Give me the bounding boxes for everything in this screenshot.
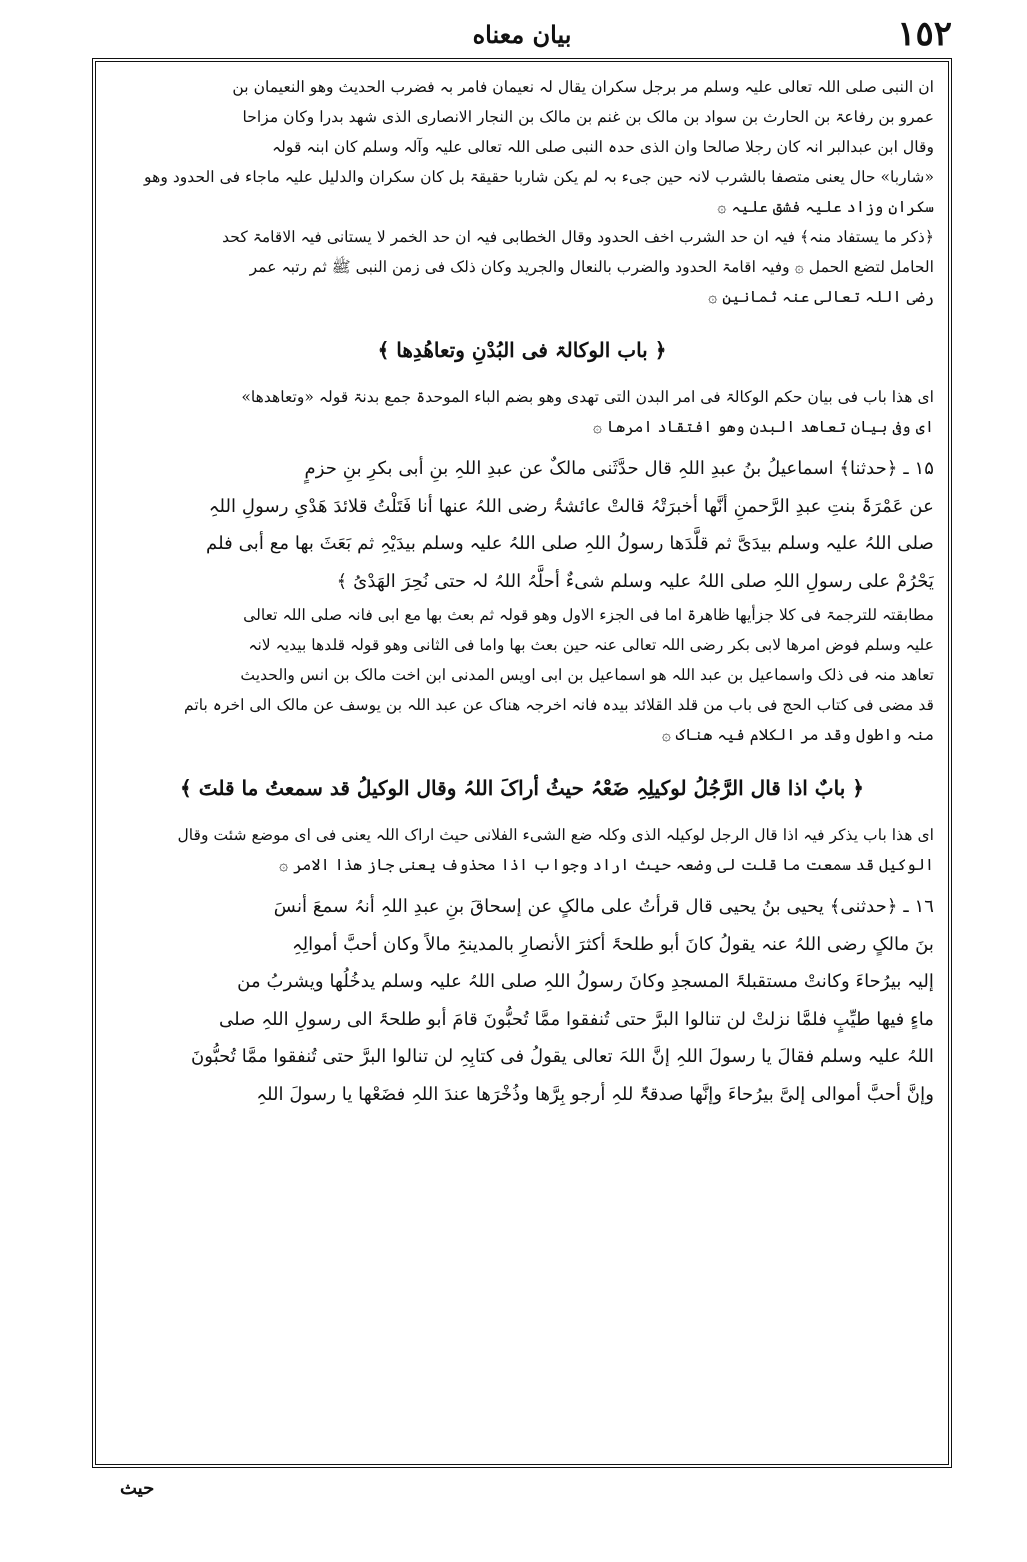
hadith-line: بنَ مالکٍ رضی اللہُ عنہ یقولُ کانَ أبو طلحۃَ أکثرَ الأنصارِ بالمدینۃِ مالاً وکان أحبَّ أموالِہِ: [291, 933, 934, 955]
hadith-line: وإنَّ أحبَّ أموالی إلیَّ بیرُحاءَ وإنَّھا صدقۃٌ للہِ أرجو بِرَّھا وذُخْرَھا عندَ اللہِ فضَعْھا یا رسولَ اللہِ: [256, 1083, 934, 1105]
text-line: قد مضی فی کتاب الحج فی باب من قلد القلائد بیدہ فانہ اخرجہ ھناک عن عبد اللہ بن یوسف عن مالک الی اخرہ باتم: [184, 696, 934, 714]
commentary-block-2: [110, 222, 934, 312]
text-line: الحامل لتضع الحمل ۞ وفیہ اقامۃ الحدود والضرب بالنعال والجرید وکان ذلک فی زمن النبی ﷺ ثم رتبہ عمر: [249, 258, 934, 276]
text-line: وقال ابن عبدالبر انہ کان رجلا صالحا وان الذی حدہ النبی صلی اللہ تعالی علیہ وآلہ وسلم کان ابنہ قولہ: [272, 138, 934, 156]
page-body: [110, 72, 934, 1454]
hadith-line: ۱٦ ـ ﴿حدثنی﴾ یحیی بنُ یحیی قال قرأتُ علی مالکٍ عن إسحاقَ بنِ عبدِ اللہِ أنہُ سمعَ أنسَ: [273, 896, 934, 917]
text-line: عمرو بن رفاعۃ بن الحارث بن سواد بن مالک بن غنم بن مالک بن النجار الانصاری الذی شھد بدرا وکان مزاحا: [242, 108, 934, 126]
text-line: ای ھذا باب فی بیان حکم الوکالۃ فی امر البدن التی تھدی وھو بضم الباء الموحدۃ جمع بدنۃ قولہ «وتعاھدھا»: [241, 388, 934, 406]
chapter-heading-2: ﴿ بابٌ اذا قال الرَّجُلُ لوکیلِہِ ضَعْہُ حیثُ أراکَ اللہُ وقال الوکیلُ قد سمعتُ ما قلتَ ﴾: [180, 776, 864, 800]
page-header: [92, 14, 952, 58]
text-line: ای وفی بیان تعاھد البدن وھو افتقاد امرھا ۞: [592, 418, 934, 436]
hadith-line: صلی اللہُ علیہ وسلم بیدَیَّ ثم قلَّدَھا رسولُ اللہِ صلی اللہُ علیہ وسلم بیدَیْہِ ثم بَعَثَ بھا مع أبی فلم: [206, 533, 934, 554]
hadith-line: یَحْرُمْ علی رسولِ اللہِ صلی اللہُ علیہ وسلم شیءٌ أحلَّہُ اللہُ لہ حتی نُحِرَ الھَدْیُ ﴾: [336, 570, 934, 592]
text-line: رضی اللہ تعالی عنہ ثمانین ۞: [708, 288, 934, 306]
hadith-line: ۱۵ ـ ﴿حدثنا﴾ اسماعیلُ بنُ عبدِ اللہِ قال حدَّثَنی مالکٌ عن عبدِ اللہِ بنِ أبی بکرِ بنِ حزمٍ: [304, 458, 934, 479]
catchword: حیث: [120, 1478, 155, 1499]
running-title: بیان معناه: [472, 20, 572, 49]
hadith-15: [110, 450, 934, 600]
text-line: ای ھذا باب یذکر فیہ اذا قال الرجل لوکیلہ الذی وکلہ ضع الشیء الفلانی حیث اراک اللہ یعنی فی ای موضع شئت وقال: [177, 826, 934, 844]
commentary-block-4: [110, 600, 934, 750]
chapter-heading-1: ﴿ باب الوکالۃ فی البُدْنِ وتعاھُدِھا ﴾: [377, 338, 667, 362]
text-line: علیہ وسلم فوض امرھا لابی بکر رضی اللہ تعالی عنہ حین بعث بھا واما فی الثانی وھو قولہ قلدھا بیدیہ لانہ: [248, 636, 934, 654]
commentary-block-5: [110, 820, 934, 880]
hadith-16: [110, 888, 934, 1113]
text-line: مطابقتہ للترجمۃ فی کلا جزأیھا ظاھرۃ اما فی الجزء الاول وھو قولہ ثم بعث بھا مع ابی فانہ صلی اللہ تعالی: [243, 606, 934, 624]
text-line: تعاھد منہ فی ذلک واسماعیل بن عبد اللہ ھو اسماعیل بن ابی اویس المدنی ابن اخت مالک بن انس والحدیث: [240, 666, 934, 684]
hadith-line: إلیہ بیرُحاءَ وکانتْ مستقبلۃَ المسجدِ وکانَ رسولُ اللہِ صلی اللہُ علیہ وسلم یدخُلُھا ویشربُ من: [237, 971, 934, 992]
commentary-block-3: [110, 382, 934, 442]
hadith-line: اللہُ علیہ وسلم فقالَ یا رسولَ اللہِ إنَّ اللہَ تعالی یقولُ فی کتابِہِ لن تنالوا البرَّ حتی تُنفقوا ممَّا تُحبُّونَ: [190, 1046, 934, 1067]
hadith-line: عن عَمْرَۃَ بنتِ عبدِ الرَّحمنِ أنَّھا أخبرَتْہُ قالتْ عائشۃُ رضی اللہُ عنھا أنا فَتَلْتُ قلائدَ ھَدْیِ رسولِ اللہِ: [208, 495, 934, 517]
hadith-line: ماءٍ فیھا طیِّبٍ فلمَّا نزلتْ لن تنالوا البرَّ حتی تُنفقوا ممَّا تُحبُّونَ قامَ أبو طلحۃَ الی رسولِ اللہِ صلی: [219, 1008, 934, 1030]
text-line: سکران وزاد علیہ فشق علیہ ۞: [717, 198, 934, 216]
page-number: ١٥٢: [897, 14, 952, 54]
text-line: ان النبی صلی اللہ تعالی علیہ وسلم مر برجل سکران یقال لہ نعیمان فامر بہ فضرب الحدیث وھو النعیمان بن: [232, 78, 934, 96]
page-frame: [92, 58, 952, 1468]
text-line: منہ واطول وقد مر الکلام فیہ ھناک ۞: [661, 726, 934, 744]
commentary-block-1: [110, 72, 934, 222]
text-line: «شاربا» حال یعنی متصفا بالشرب لانہ حین جیء بہ لم یکن شاربا حقیقۃ بل کان سکران والدلیل علیہ ماجاء فی الحدود وھو: [144, 168, 934, 186]
text-line: الوکیل قد سمعت ما قلت لی وضعہ حیث اراد وجواب اذا محذوف یعنی جاز ھذا الامر ۞: [279, 856, 934, 874]
text-line: ﴿ذکر ما یستفاد منہ﴾ فیہ ان حد الشرب اخف الحدود وقال الخطابی فیہ ان حد الخمر لا یستانی فیہ الاقامۃ کحد: [222, 228, 934, 246]
